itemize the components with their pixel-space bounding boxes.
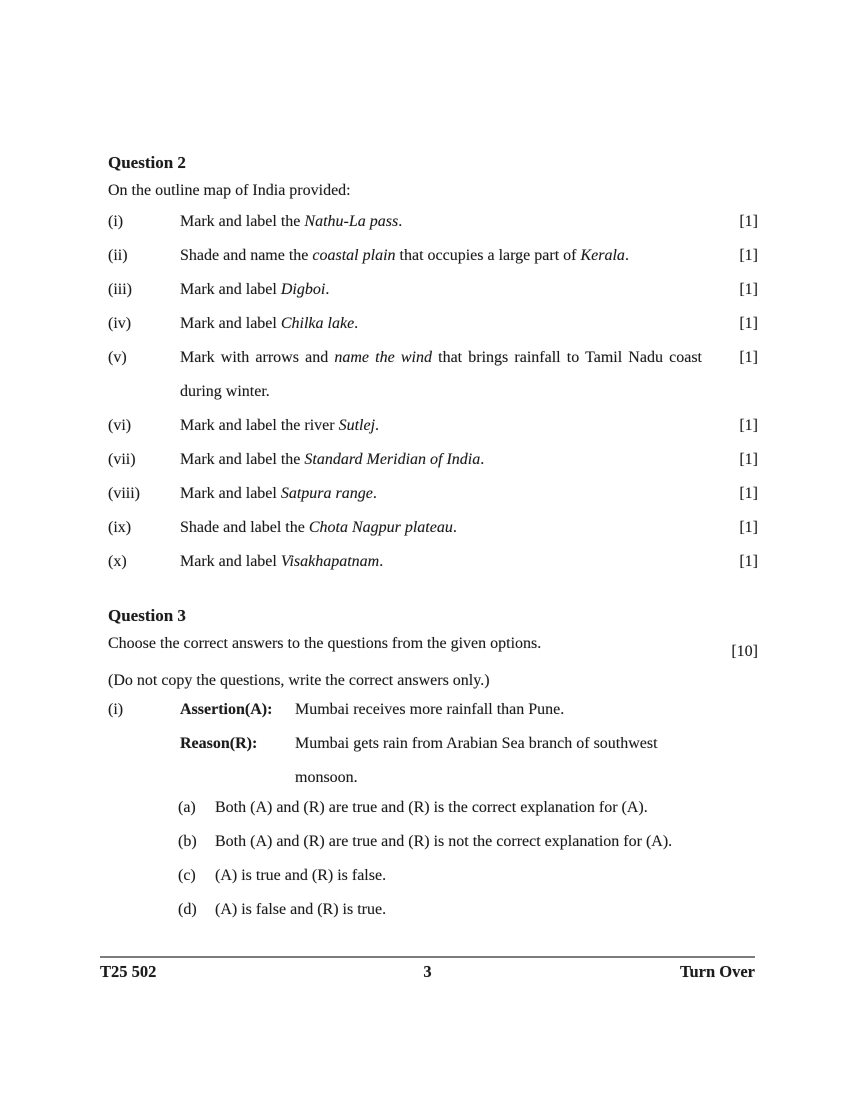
- italic-term: Kerala: [580, 247, 625, 264]
- option-letter: (c): [178, 867, 196, 884]
- question-item-row: [108, 239, 758, 273]
- option-letter: (d): [178, 901, 197, 918]
- plain-text: .: [375, 417, 380, 434]
- item-marks: [1]: [739, 349, 758, 366]
- item-text: [180, 307, 702, 341]
- plain-text: .: [480, 451, 485, 468]
- question-item-row: [108, 511, 758, 545]
- item-text: [180, 273, 702, 307]
- plain-text: Mark and label: [180, 485, 281, 502]
- plain-text: .: [398, 213, 403, 230]
- option-row: [178, 893, 758, 927]
- item-marks: [1]: [739, 485, 758, 502]
- item-marks: [1]: [739, 315, 758, 332]
- italic-term: name the wind: [334, 349, 432, 366]
- assertion-reason-block: [108, 693, 758, 795]
- question2-section: [108, 152, 758, 579]
- item-numeral: (vi): [108, 417, 132, 434]
- item-marks: [1]: [739, 451, 758, 468]
- option-row: [178, 791, 758, 825]
- question3-section: [108, 605, 758, 927]
- question3-marks: [10]: [731, 643, 758, 660]
- item-numeral: (v): [108, 349, 127, 366]
- plain-text: .: [372, 485, 377, 502]
- item-numeral: (vii): [108, 451, 136, 468]
- italic-term: Chilka lake: [280, 315, 355, 332]
- option-row: [178, 859, 758, 893]
- plain-text: .: [624, 247, 629, 264]
- item-numeral: (ix): [108, 519, 132, 536]
- italic-term: Nathu-La pass: [304, 213, 399, 230]
- plain-text: that occupies a large part of: [395, 247, 581, 264]
- question3-intro: Choose the correct answers to the questions from the given options.: [108, 635, 542, 652]
- item-marks: [1]: [739, 553, 758, 570]
- item-numeral: (i): [108, 213, 124, 230]
- italic-term: Satpura range: [280, 485, 373, 502]
- plain-text: Shade and label the: [180, 519, 309, 536]
- question-item-row: [108, 443, 758, 477]
- assertion-label: Assertion(A):: [180, 701, 273, 718]
- sub-question-numeral: (i): [108, 701, 124, 718]
- option-list: [178, 791, 758, 927]
- question-item-row: [108, 477, 758, 511]
- plain-text: that brings rainfall to Tamil Nadu coast during winter.: [180, 349, 702, 400]
- reason-label: Reason(R):: [180, 735, 258, 752]
- item-text: [180, 443, 702, 477]
- plain-text: .: [379, 553, 384, 570]
- question3-intro-row: [108, 633, 758, 663]
- item-text: [180, 477, 702, 511]
- paper-code: T25 502: [100, 962, 157, 981]
- option-text: Both (A) and (R) are true and (R) is not the correct explanation for (A).: [215, 833, 673, 850]
- reason-row: [108, 727, 758, 795]
- question-item-row: [108, 205, 758, 239]
- item-marks: [1]: [739, 247, 758, 264]
- plain-text: Mark with arrows and: [180, 349, 335, 366]
- item-text: [180, 239, 702, 273]
- item-marks: [1]: [739, 281, 758, 298]
- italic-term: Standard Meridian of India: [304, 451, 481, 468]
- option-text: (A) is true and (R) is false.: [215, 867, 387, 884]
- item-text: [180, 409, 702, 443]
- assertion-row: [108, 693, 758, 727]
- item-marks: [1]: [739, 417, 758, 434]
- question-item-row: [108, 545, 758, 579]
- plain-text: Mark and label: [180, 553, 281, 570]
- question-item-row: [108, 273, 758, 307]
- page-content: [108, 152, 758, 927]
- option-text: Both (A) and (R) are true and (R) is the correct explanation for (A).: [215, 799, 648, 816]
- plain-text: Mark and label the: [180, 213, 305, 230]
- plain-text: Mark and label the: [180, 451, 305, 468]
- item-marks: [1]: [739, 213, 758, 230]
- italic-term: Sutlej: [338, 417, 376, 434]
- italic-term: Digboi: [280, 281, 326, 298]
- option-letter: (b): [178, 833, 197, 850]
- turn-over-label: Turn Over: [679, 962, 755, 981]
- option-letter: (a): [178, 799, 196, 816]
- item-text: [180, 511, 702, 545]
- question3-heading: Question 3: [108, 606, 186, 625]
- item-numeral: (iii): [108, 281, 132, 298]
- item-numeral: (ii): [108, 247, 128, 264]
- plain-text: Shade and name the: [180, 247, 313, 264]
- plain-text: Mark and label: [180, 315, 281, 332]
- plain-text: .: [325, 281, 330, 298]
- item-numeral: (x): [108, 553, 127, 570]
- assertion-text: Mumbai receives more rainfall than Pune.: [295, 701, 565, 718]
- reason-text: Mumbai gets rain from Arabian Sea branch of southwest monsoon.: [295, 735, 658, 786]
- item-text: [180, 545, 702, 579]
- plain-text: .: [354, 315, 359, 332]
- page-number: 3: [423, 962, 432, 981]
- question-item-row: [108, 409, 758, 443]
- italic-term: Chota Nagpur plateau: [308, 519, 453, 536]
- question3-instruction: (Do not copy the questions, write the correct answers only.): [108, 672, 490, 689]
- question2-heading: Question 2: [108, 153, 186, 172]
- question-item-row: [108, 341, 758, 409]
- item-numeral: (iv): [108, 315, 132, 332]
- item-text: [180, 205, 702, 239]
- item-numeral: (viii): [108, 485, 140, 502]
- plain-text: Mark and label: [180, 281, 281, 298]
- italic-term: coastal plain: [312, 247, 396, 264]
- plain-text: Mark and label the river: [180, 417, 339, 434]
- option-text: (A) is false and (R) is true.: [215, 901, 387, 918]
- plain-text: .: [452, 519, 457, 536]
- item-marks: [1]: [739, 519, 758, 536]
- question-item-row: [108, 307, 758, 341]
- item-text: [180, 341, 702, 409]
- question2-intro: On the outline map of India provided:: [108, 182, 351, 199]
- option-row: [178, 825, 758, 859]
- italic-term: Visakhapatnam: [280, 553, 380, 570]
- page-footer: [100, 956, 755, 982]
- question2-item-list: [108, 205, 758, 579]
